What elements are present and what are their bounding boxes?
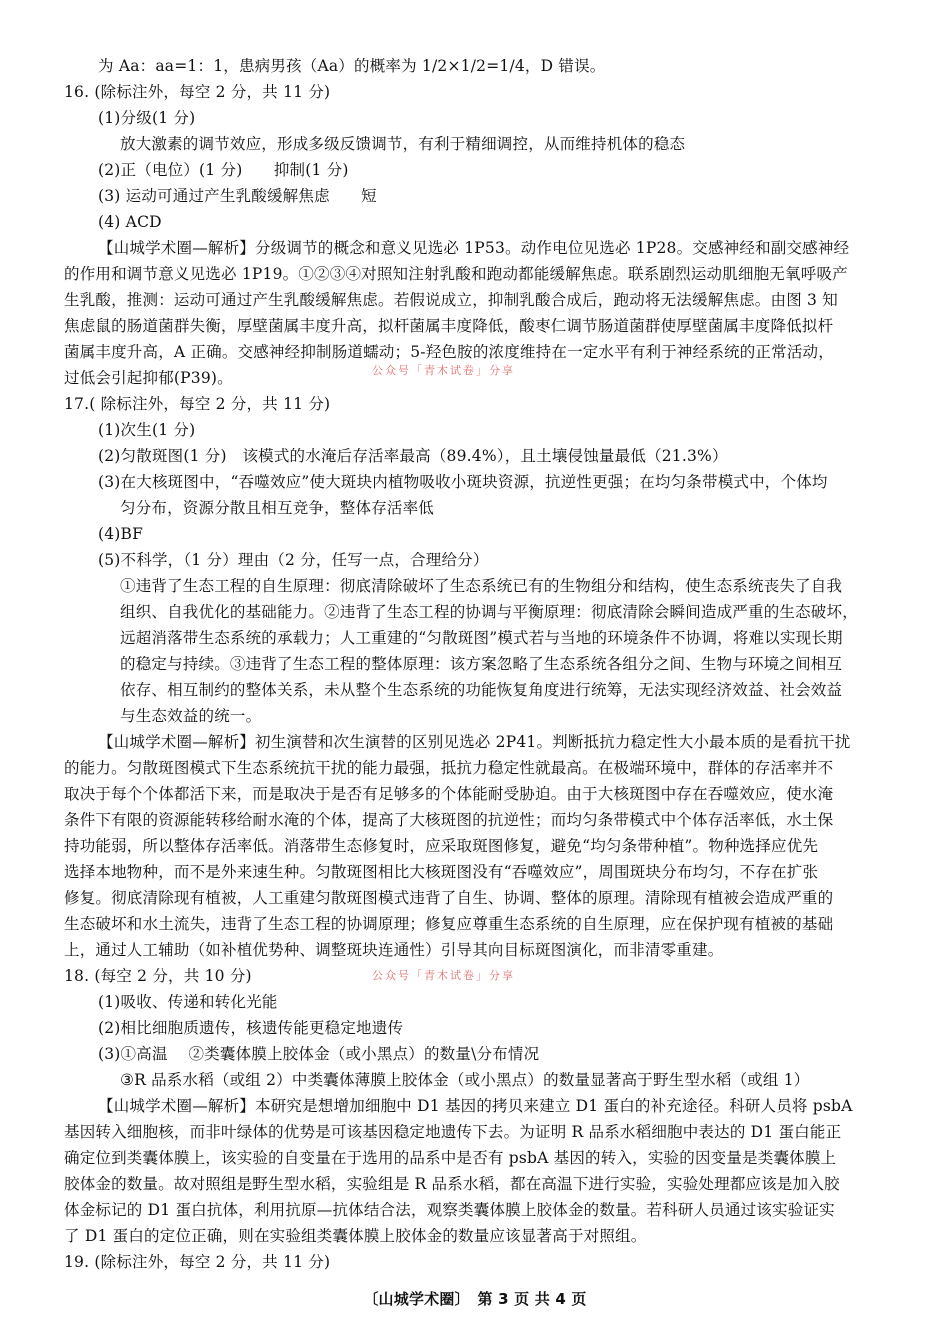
answer-line: (2)正（电位）(1 分) 抑制(1 分) [98,161,349,179]
answer-line: 依存、相互制约的整体关系，未从整个生态系统的功能恢复角度进行统筹，无法实现经济效益、社会效益 [120,681,843,699]
answer-line: (1)吸收、传递和转化光能 [98,993,278,1011]
analysis-line: 生态破坏和水土流失，违背了生态工程的协调原理；修复应尊重生态系统的自生原理，应在保护现有植被的基础 [64,915,834,933]
analysis-line: 条件下有限的资源能转移给耐水淹的个体，提高了大核斑图的抗逆性；而均匀条带模式中个体存活率低，水土保 [64,811,834,829]
answer-line: (5)不科学，（1 分）理由（2 分，任写一点，合理给分） [98,551,489,569]
text-line: 为 Aa：aa=1：1，患病男孩（Aa）的概率为 1/2×1/2=1/4，D 错误。 [98,57,606,75]
answer-line: (2)相比细胞质遗传，核遗传能更稳定地遗传 [98,1019,404,1037]
answer-line: ①违背了生态工程的自生原理：彻底清除破坏了生态系统已有的生物组分和结构，使生态系统丧失了自我 [120,577,843,595]
analysis-line: 菌属丰度升高，A 正确。交感神经抑制肠道蠕动；5-羟色胺的浓度维持在一定水平有利于神经系统的正常活动， [64,343,834,361]
page-footer: 〔山城学术圈〕 第 3 页 共 4 页 [363,1290,587,1308]
analysis-line: 选择本地物种，而不是外来速生种。匀散斑图相比大核斑图没有“吞噬效应”，周围斑块分布均匀，不存在扩张 [64,863,819,881]
answer-line: (4) ACD [98,213,162,231]
analysis-line: 过低会引起抑郁(P39)。 [64,369,233,387]
watermark: 公众号「青木试卷」分享 [372,364,515,377]
analysis-line: 体金标记的 D1 蛋白抗体，利用抗原—抗体结合法，观察类囊体膜上胶体金的数量。若科研人员通过该实验证实 [64,1201,835,1219]
question-19-header: 19. (除标注外，每空 2 分，共 11 分) [64,1253,331,1271]
answer-line: 放大激素的调节效应，形成多级反馈调节，有利于精细调控，从而维持机体的稳态 [120,135,686,153]
analysis-line: 持功能弱，所以整体存活率低。消落带生态修复时，应采取斑图修复，避免“均匀条带种植”。物种选择应优先 [64,837,819,855]
question-16-header: 16. (除标注外，每空 2 分，共 11 分) [64,83,331,101]
answer-line: 匀分布，资源分散且相互竞争，整体存活率低 [120,499,435,517]
analysis-line: 了 D1 蛋白的定位正确，则在实验组类囊体膜上胶体金的数量应该显著高于对照组。 [64,1227,647,1245]
answer-line: ③R 品系水稻（或组 2）中类囊体薄膜上胶体金（或小黑点）的数量显著高于野生型水稻（或组 1） [120,1071,810,1089]
analysis-line: 上，通过人工辅助（如补植优势种、调整斑块连通性）引导其向目标斑图演化，而非清零重建。 [64,941,724,959]
answer-line: (3) 运动可通过产生乳酸缓解焦虑 短 [98,187,377,205]
analysis-line: 生乳酸，推测：运动可通过产生乳酸缓解焦虑。若假说成立，抑制乳酸合成后，跑动将无法缓解焦虑。由图 3 知 [64,291,838,309]
watermark: 公众号「青木试卷」分享 [372,969,515,982]
answer-line: 组织、自我优化的基础能力。②违背了生态工程的协调与平衡原理：彻底清除会瞬间造成严重的生态破坏， [120,603,858,621]
answer-line: 的稳定与持续。③违背了生态工程的整体原理：该方案忽略了生态系统各组分之间、生物与环境之间相互 [120,655,843,673]
analysis-line: 基因转入细胞核，而非叶绿体的优势是可该基因稳定地遗传下去。为证明 R 品系水稻细胞中表达的 D1 蛋白能正 [64,1123,842,1141]
answer-line: (3)①高温 ②类囊体膜上胶体金（或小黑点）的数量\分布情况 [98,1045,540,1063]
answer-line: 远超消落带生态系统的承载力；人工重建的“匀散斑图”模式若与当地的环境条件不协调，将难以实现长期 [120,629,843,647]
analysis-line: 【山城学术圈—解析】分级调节的概念和意义见选必 1P53。动作电位见选必 1P28。交感神经和副交感神经 [98,239,850,257]
analysis-line: 【山城学术圈—解析】本研究是想增加细胞中 D1 基因的拷贝来建立 D1 蛋白的补充途径。科研人员将 psbA [98,1097,853,1115]
analysis-line: 修复。彻底清除现有植被，人工重建匀散斑图模式违背了自生、协调、整体的原理。清除现有植被会造成严重的 [64,889,834,907]
analysis-line: 的能力。匀散斑图模式下生态系统抗干扰的能力最强，抵抗力稳定性就最高。在极端环境中，群体的存活率并不 [64,759,834,777]
analysis-line: 取决于每个个体都活下来，而是取决于是否有足够多的个体能耐受胁迫。由于大核斑图中存在吞噬效应，使水淹 [64,785,834,803]
question-18-header: 18. (每空 2 分，共 10 分) [64,967,252,985]
analysis-line: 胶体金的数量。故对照组是野生型水稻，实验组是 R 品系水稻，都在高温下进行实验，实验处理都应该是加入胶 [64,1175,840,1193]
analysis-line: 焦虑鼠的肠道菌群失衡，厚壁菌属丰度升高，拟杆菌属丰度降低，酸枣仁调节肠道菌群使厚壁菌属丰度降低拟杆 [64,317,834,335]
answer-line: (2)匀散斑图(1 分) 该模式的水淹后存活率最高（89.4%），且土壤侵蚀量最低（21.3%） [98,447,728,465]
answer-line: (1)分级(1 分) [98,109,196,127]
answer-line: (3)在大核斑图中，“吞噬效应”使大斑块内植物吸收小斑块资源，抗逆性更强；在均匀条带模式中，个体均 [98,473,828,491]
answer-line: 与生态效益的统一。 [120,707,262,725]
question-17-header: 17.( 除标注外，每空 2 分，共 11 分) [64,395,331,413]
answer-line: (4)BF [98,525,144,543]
analysis-line: 【山城学术圈—解析】初生演替和次生演替的区别见选必 2P41。判断抵抗力稳定性大小最本质的是看抗干扰 [98,733,851,751]
analysis-line: 的作用和调节意义见选必 1P19。①②③④对照知注射乳酸和跑动都能缓解焦虑。联系剧烈运动肌细胞无氧呼吸产 [64,265,848,283]
analysis-line: 确定位到类囊体膜上，该实验的自变量在于选用的品系中是否有 psbA 基因的转入，实验的因变量是类囊体膜上 [64,1149,837,1167]
answer-line: (1)次生(1 分) [98,421,196,439]
